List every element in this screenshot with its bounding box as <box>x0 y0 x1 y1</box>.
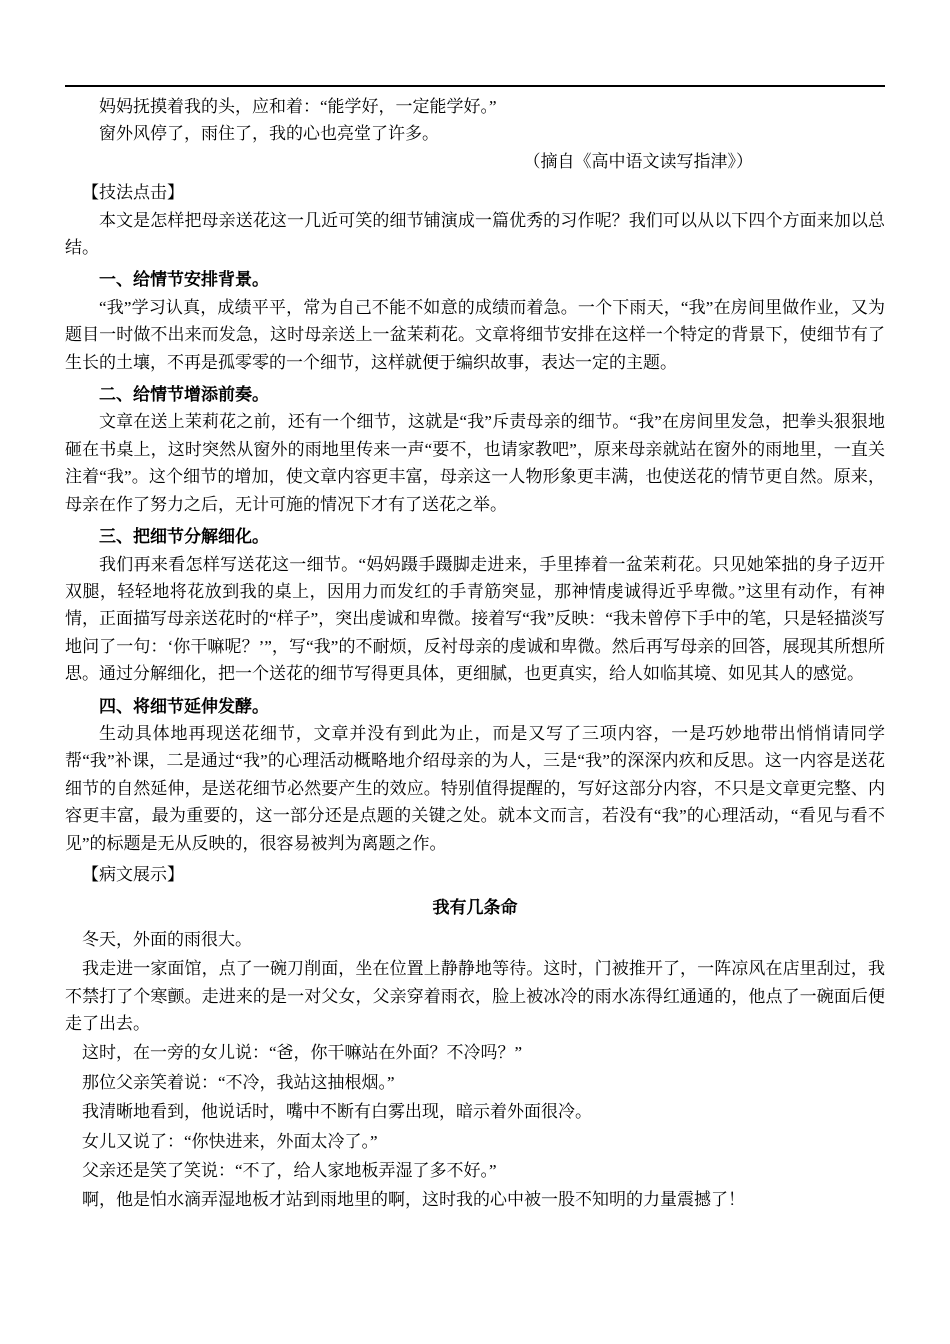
subheading-3: 三、把细节分解细化。 <box>99 527 269 547</box>
paragraph: 妈妈抚摸着我的头，应和着：“能学好，一定能学好。” <box>99 97 497 116</box>
paragraph: 窗外风停了，雨住了，我的心也亮堂了许多。 <box>99 124 439 144</box>
source-attribution: （摘自《高中语文读写指津》） <box>523 151 753 171</box>
section-label-technique: 【技法点击】 <box>82 183 184 203</box>
essay-paragraph: 啊，他是怕水滴弄湿地板才站到雨地里的啊，这时我的心中被一股不知明的力量震撼了！ <box>82 1190 745 1210</box>
paragraph: 文章在送上茉莉花之前，还有一个细节，这就是“我”斥责母亲的细节。“我”在房间里发急，把拳头狠狠地砸在书桌上，这时突然从窗外的雨地里传来一声“要不，也请家教吧”，原来母亲就站在窗外的雨地里，一直关注着“我”。这个细节的增加，使文章内容更丰富，母亲这一人物形象更丰满，也使送花的情节更自然。原来，母亲在作了努力之后，无计可施的情况下才有了送花之举。 <box>65 412 885 514</box>
subheading-4: 四、将细节延伸发酵。 <box>99 696 269 716</box>
subheading-2: 二、给情节增添前奏。 <box>99 385 269 405</box>
section-label-sick-essay: 【病文展示】 <box>82 864 184 884</box>
paragraph: 生动具体地再现送花细节，文章并没有到此为止，而是又写了三项内容，一是巧妙地带出悄悄请同学帮“我”补课，二是通过“我”的心理活动概略地介绍母亲的为人，三是“我”的深深内疚和反思。这一内容是送花细节的自然延伸，是送花细节必然要产生的效应。特别值得提醒的，写好这部分内容，不只是文章更完整、内容更丰富，最为重要的，这一部分还是点题的关键之处。就本文而言，若没有“我”的心理活动，“看见与看不见”的标题是无从反映的，很容易被判为离题之作。 <box>65 723 885 853</box>
essay-paragraph: 我走进一家面馆，点了一碗刀削面，坐在位置上静静地等待。这时，门被推开了，一阵凉风在店里刮过，我不禁打了个寒颤。走进来的是一对父女，父亲穿着雨衣，脸上被冰冷的雨水冻得红通通的，他点了一碗面后便走了出去。 <box>65 959 885 1033</box>
paragraph: 我们再来看怎样写送花这一细节。“妈妈蹑手蹑脚走进来，手里捧着一盆茉莉花。只见她笨拙的身子迈开双腿，轻轻地将花放到我的桌上，因用力而发红的手青筋突显，那神情虔诚得近乎卑微。”这里有动作，有神情，正面描写母亲送花时的“样子”，突出虔诚和卑微。接着写“我”反映：“我未曾停下手中的笔，只是轻描淡写地问了一句：‘你干嘛呢？’”，写“我”的不耐烦，反衬母亲的虔诚和卑微。然后再写母亲的回答，展现其所想所思。通过分解细化，把一个送花的细节写得更具体，更细腻，也更真实，给人如临其境、如见其人的感觉。 <box>65 554 885 684</box>
essay-paragraph: 我清晰地看到，他说话时，嘴中不断有白雾出现，暗示着外面很冷。 <box>82 1102 592 1122</box>
essay-paragraph: 那位父亲笑着说：“不冷，我站这抽根烟。” <box>82 1072 395 1092</box>
essay-paragraph: 冬天，外面的雨很大。 <box>82 929 252 949</box>
essay-title: 我有几条命 <box>432 898 518 918</box>
essay-paragraph: 父亲还是笑了笑说：“不了，给人家地板弄湿了多不好。” <box>82 1161 497 1181</box>
paragraph: 本文是怎样把母亲送花这一几近可笑的细节铺演成一篇优秀的习作呢？我们可以从以下四个方面来加以总结。 <box>65 210 885 258</box>
essay-paragraph: 女儿又说了：“你快进来，外面太冷了。” <box>82 1131 378 1151</box>
subheading-1: 一、给情节安排背景。 <box>99 270 269 290</box>
paragraph: “我”学习认真，成绩平平，常为自己不能不如意的成绩而着急。一个下雨天，“我”在房间里做作业，又为题目一时做不出来而发急，这时母亲送上一盆茉莉花。文章将细节安排在这样一个特定的背景下，使细节有了生长的土壤，不再是孤零零的一个细节，这样就便于编织故事，表达一定的主题。 <box>65 297 885 372</box>
essay-paragraph: 这时，在一旁的女儿说：“爸，你干嘛站在外面？不冷吗？” <box>82 1043 523 1063</box>
